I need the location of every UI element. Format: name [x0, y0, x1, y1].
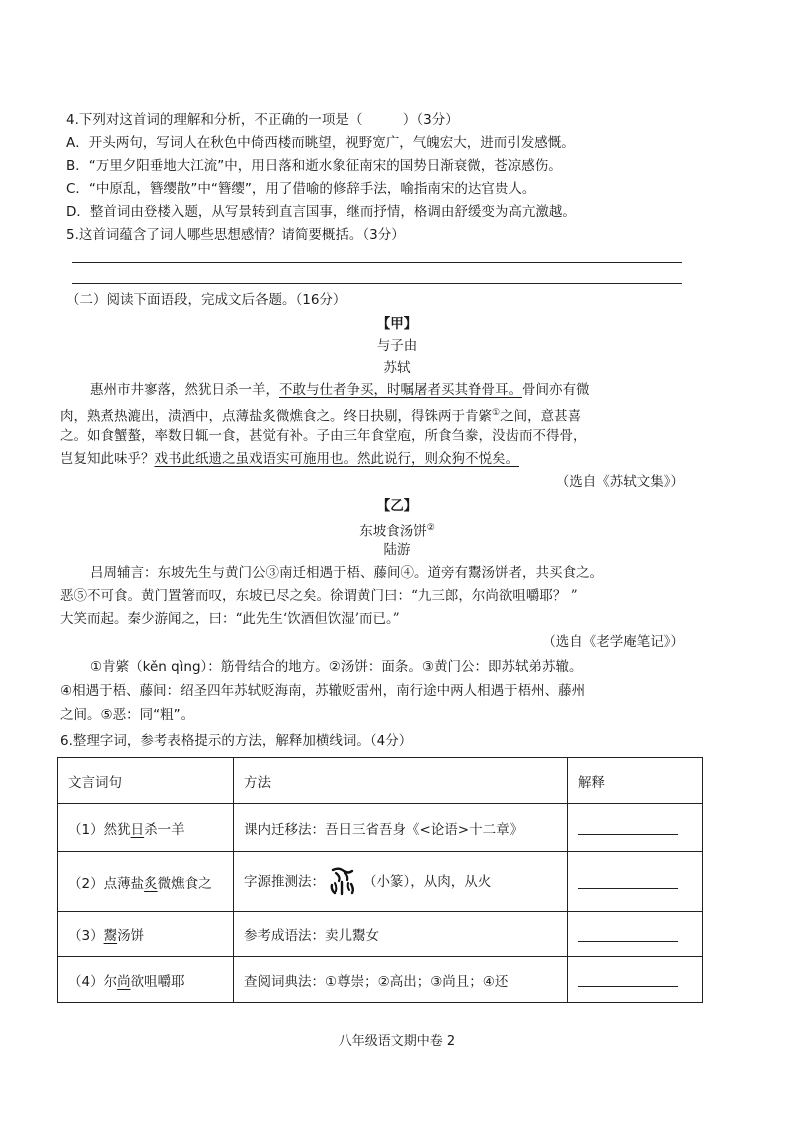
- q4-stem: 4.下列对这首词的理解和分析，不正确的一项是（ ）（3分）: [66, 112, 459, 128]
- text-run: 汤饼: [117, 928, 145, 944]
- method-cell: [234, 852, 568, 912]
- text-run: 字源推测法：: [244, 873, 325, 890]
- q5-answer-line[interactable]: [72, 262, 682, 263]
- text-run: 之。如食蟹螯，率数日辄一食，甚觉有补。子由三年食堂庖，所食刍豢，没齿而不得骨，: [60, 428, 587, 444]
- q6-stem: 6.整理字词，参考表格提示的方法，解释加横线词。（4分）: [60, 733, 413, 749]
- text-run: （1）然犹: [68, 821, 131, 838]
- answer-cell[interactable]: [568, 852, 703, 912]
- text-run: 杀一羊: [144, 821, 185, 838]
- page-footer: 八年级语文期中卷 2: [338, 1034, 456, 1049]
- passage-yi-line: 吕周辅言：东坡先生与黄门公③南迁相遇于梧、藤间④。道旁有鬻汤饼者，共买食之。: [90, 565, 603, 581]
- passage-jia-line: [60, 449, 519, 469]
- underlined-sentence: 不敢与仕者争买，时嘱屠者买其脊骨耳。: [279, 382, 522, 398]
- text-run: 微燋食之: [157, 875, 212, 892]
- answer-blank[interactable]: [578, 874, 678, 889]
- table-header-row: [58, 758, 703, 804]
- column-header: 解释: [568, 758, 703, 804]
- table-row: [58, 804, 703, 852]
- method-cell: 参考成语法：卖儿鬻女: [234, 912, 568, 957]
- text-run: 岂复知此味乎？: [60, 451, 155, 467]
- passage-yi-title: [0, 518, 794, 542]
- answer-cell[interactable]: [568, 912, 703, 957]
- text-run: 肉，熟煮热漉出，渍酒中，点薄盐炙微燋食之。终日抉剔，得铢两于肯綮: [60, 408, 492, 425]
- text-run: （小篆），从肉，从火: [363, 873, 492, 890]
- q4-option-d: D．整首词由登楼入题，从写景转到直言国事，继而抒情，格调由舒缓变为高亢激越。: [66, 204, 576, 220]
- q5-stem: 5.这首词蕴含了词人哪些思想感情？请简要概括。（3分）: [66, 227, 405, 243]
- vocabulary-table: [57, 757, 703, 1003]
- text-run: 欲咀嚼耶: [130, 973, 185, 990]
- passage-jia-line: [60, 403, 581, 427]
- passage-jia-line: [90, 380, 590, 400]
- column-header: 文言词句: [58, 758, 234, 804]
- footnote-marker: ②: [426, 523, 435, 533]
- answer-blank[interactable]: [578, 820, 678, 835]
- target-word: 鬻: [103, 928, 118, 944]
- target-word: 尚: [117, 973, 131, 990]
- q4-option-a: A．开头两句，写词人在秋色中倚西楼而眺望，视野宽广，气魄宏大，进而引发感慨。: [66, 135, 575, 151]
- phrase-cell: [58, 957, 234, 1003]
- target-word: 日: [130, 821, 145, 838]
- phrase-cell: [58, 912, 234, 957]
- answer-blank[interactable]: [578, 927, 678, 942]
- section2-heading: （二）阅读下面语段，完成文后各题。（16分）: [66, 292, 347, 308]
- q4-option-c: C．“中原乱，簪缨散”中“簪缨”，用了借喻的修辞手法，喻指南宋的达官贵人。: [66, 181, 536, 197]
- passage-jia-tag: 【甲】: [376, 316, 418, 332]
- text-run: （2）点薄盐: [68, 875, 145, 892]
- text-run: （3）: [68, 928, 104, 944]
- passage-yi-tag: 【乙】: [376, 498, 418, 514]
- q4-option-b: B．“万里夕阳垂地大江流”中，用日落和逝水象征南宋的国势日渐衰微，苍凉感伤。: [66, 158, 562, 174]
- passage-yi-source: （选自《老学庵笔记》）: [542, 634, 684, 650]
- seal-script-glyph-icon: [327, 865, 359, 899]
- passage-jia-title: 与子由: [376, 338, 418, 354]
- text-run: 惠州市井寥落，然犹日杀一羊，: [90, 382, 279, 398]
- column-header: 方法: [234, 758, 568, 804]
- footnote-line: 之间。⑤恶：同“粗”。: [60, 707, 195, 723]
- passage-jia-source: （选自《苏轼文集》）: [555, 474, 684, 490]
- passage-yi-line: 恶⑤不可食。黄门置箸而叹，东坡已尽之矣。徐谓黄门曰：“九三郎，尔尚欲咀嚼耶？ ”: [60, 588, 578, 604]
- text-run: 之间，意甚喜: [500, 408, 582, 425]
- table-row: [58, 912, 703, 957]
- text-run: 骨间亦有微: [522, 382, 590, 398]
- footnote-line: ①肯綮（kěn qìng）：筋骨结合的地方。②汤饼：面条。③黄门公：即苏轼弟苏辙。: [90, 659, 583, 675]
- answer-cell[interactable]: [568, 804, 703, 852]
- footnote-marker: ①: [492, 408, 501, 418]
- text-run: （4）尔: [68, 973, 118, 990]
- underlined-sentence: 戏书此纸遗之虽戏语实可施用也。然此说行，则众狗不悦矣。: [154, 451, 519, 467]
- footnote-line: ④相遇于梧、藤间：绍圣四年苏轼贬海南，苏辙贬雷州，南行途中两人相遇于梧州、藤州: [60, 683, 586, 699]
- passage-jia-line: [60, 426, 587, 446]
- table-row: [58, 957, 703, 1003]
- passage-yi-line: 大笑而起。秦少游闻之，曰：“此先生‘饮酒但饮湿’而已。”: [60, 611, 400, 627]
- phrase-cell: [58, 804, 234, 852]
- passage-jia-author: 苏轼: [383, 360, 411, 376]
- q5-answer-line[interactable]: [72, 283, 682, 284]
- answer-blank[interactable]: [578, 972, 678, 987]
- phrase-cell: [58, 852, 234, 912]
- table-row: [58, 852, 703, 912]
- method-cell: 查阅词典法：①尊崇；②高出；③尚且；④还: [234, 957, 568, 1003]
- answer-cell[interactable]: [568, 957, 703, 1003]
- target-word: 炙: [144, 875, 158, 892]
- title-text: 东坡食汤饼: [359, 523, 427, 540]
- method-cell: 课内迁移法：吾日三省吾身《<论语>十二章》: [234, 804, 568, 852]
- passage-yi-author: 陆游: [383, 542, 411, 558]
